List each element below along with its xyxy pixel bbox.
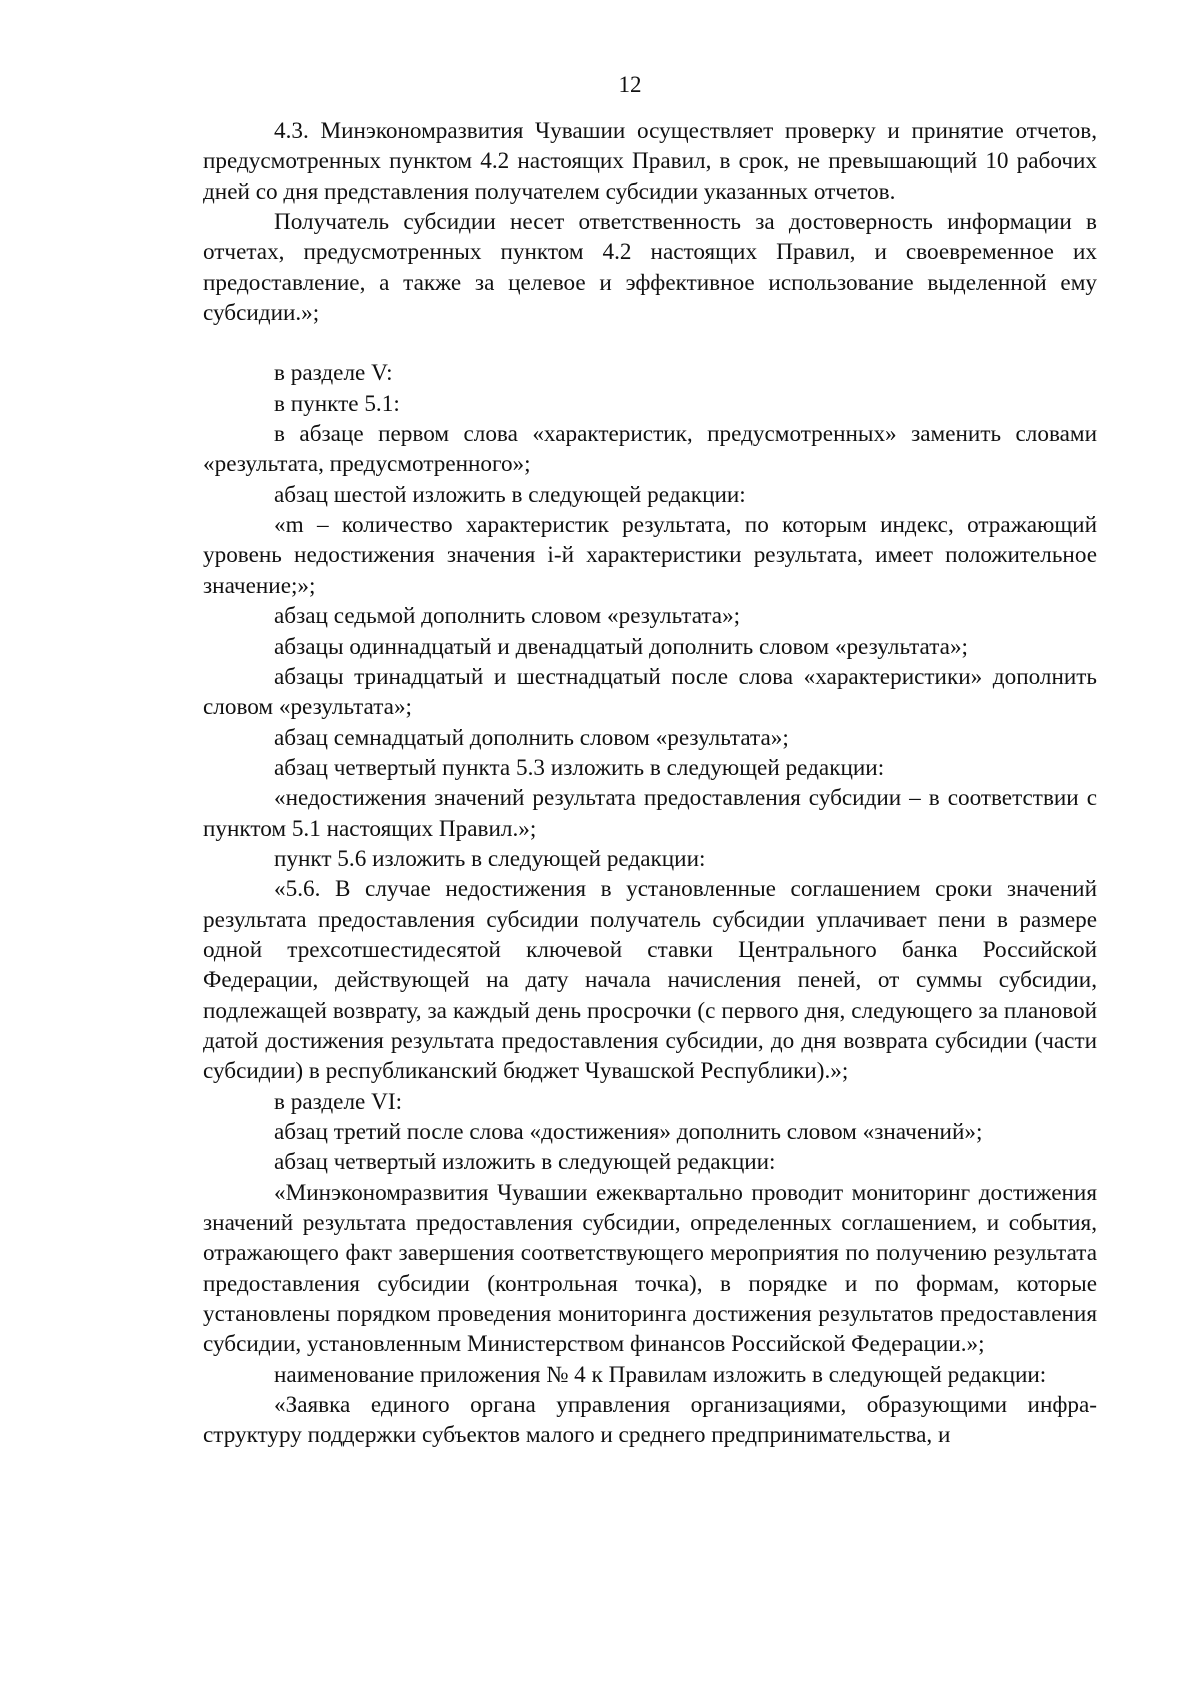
paragraph: «недостижения значений результата предоставления субсидии – в соответствии с пунктом 5.1 настоящих Правил.»;	[203, 785, 1097, 842]
paragraph: абзац семнадцатый дополнить словом «результата»;	[274, 724, 789, 751]
paragraph: абзац четвертый изложить в следующей редакции:	[274, 1149, 776, 1176]
paragraph: абзацы одиннадцатый и двенадцатый дополнить словом «результата»;	[274, 633, 968, 660]
document-body	[203, 116, 1097, 1451]
paragraph: абзац третий после слова «достижения» дополнить словом «значений»;	[274, 1119, 983, 1145]
paragraph: абзац седьмой дополнить словом «результата»;	[274, 603, 741, 630]
paragraph: «5.6. В случае недостижения в установленные соглашением сроки значений результата предоставления субсидии получатель субсидии уплачивает пени в размере одной трехсотшестидесятой ключевой ставки Центрального банка Российской Федерации, действующей на дату начала начисления пеней, от суммы субсидии, подлежащей возврату, за каждый день просрочки (с первого дня, следующего за плановой датой достижения результата предоставления субсидии, до дня возврата субсидии (части субсидии) в республиканский бюджет Чувашской Республики).»;	[203, 876, 1097, 1085]
page-number: 12	[618, 72, 642, 97]
paragraph: Получатель субсидии несет ответственность за достоверность информации в отчетах, предусмотренных пунктом 4.2 настоящих Правил, и своевременное их предоставление, а также за целевое и эффективное использование выделенной ему субсидии.»;	[203, 209, 1097, 327]
paragraph: пункт 5.6 изложить в следующей редакции:	[274, 845, 706, 872]
paragraph: «m – количество характеристик результата, по которым индекс, отражающий уровень недостижения значения i-й характеристики результата, имеет положительное значение;»;	[203, 512, 1097, 599]
paragraph: в абзаце первом слова «характеристик, предусмотренных» заменить словами «результата, предусмотренного»;	[203, 421, 1097, 478]
paragraph: в пункте 5.1:	[274, 390, 400, 417]
paragraph: наименование приложения № 4 к Правилам изложить в следующей редакции:	[274, 1361, 1047, 1388]
paragraph: абзац шестой изложить в следующей редакции:	[274, 481, 746, 508]
paragraph: «Минэкономразвития Чувашии ежеквартально проводит мониторинг достижения значений результата предоставления субсидии, определенных соглашением, и события, отражающего факт завершения соответствующего мероприятия по получению результата предоставления субсидии (контрольная точка), в порядке и по формам, которые установлены порядком проведения мониторинга достижения результатов предоставления субсидии, установленным Министерством финансов Российской Федерации.»;	[203, 1179, 1097, 1358]
paragraph: «Заявка единого органа управления организациями, образующими инфраструктуру поддержки субъектов малого и среднего предпринимательства, и	[203, 1392, 1097, 1449]
paragraph: в разделе VI:	[274, 1088, 403, 1115]
paragraph: в разделе V:	[274, 360, 393, 387]
paragraph: 4.3. Минэкономразвития Чувашии осуществляет проверку и принятие отчетов, предусмотренных пунктом 4.2 настоящих Правил, в срок, не превышающий 10 рабочих дней со дня представления получателем субсидии указанных отчетов.	[203, 118, 1097, 205]
paragraph-gap	[203, 328, 1097, 358]
paragraph: абзац четвертый пункта 5.3 изложить в следующей редакции:	[274, 754, 885, 781]
paragraph: абзацы тринадцатый и шестнадцатый после слова «характеристики» дополнить словом «результата»;	[203, 663, 1097, 721]
